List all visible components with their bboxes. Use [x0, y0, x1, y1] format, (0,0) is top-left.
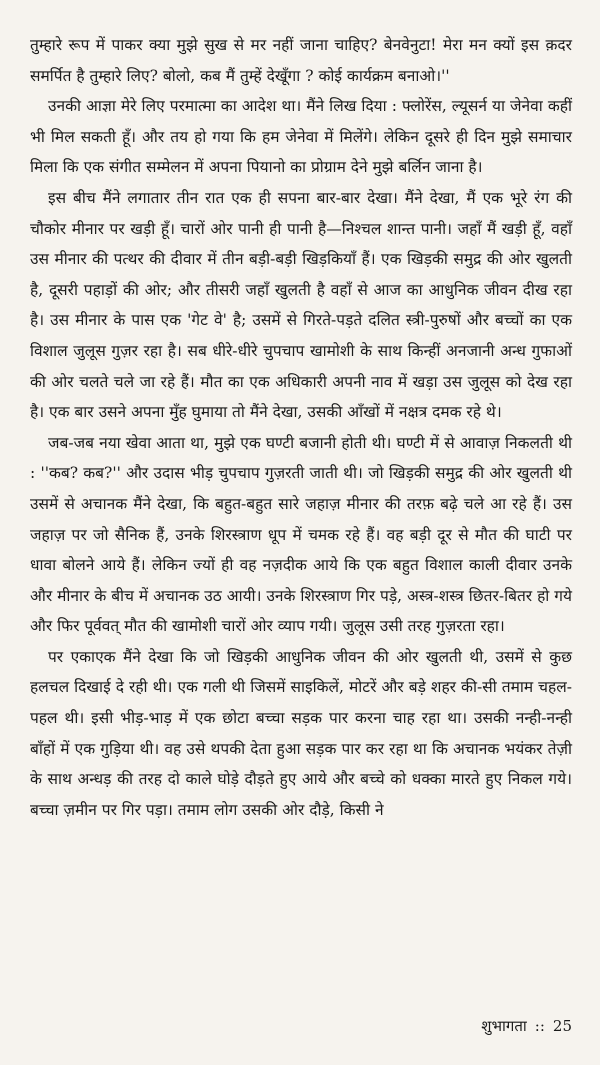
- page-body: [30, 30, 572, 825]
- page-footer: [481, 1016, 572, 1036]
- page-number: 25: [552, 1017, 572, 1035]
- paragraph: जब-जब नया खेवा आता था, मुझे एक घण्टी बजानी होती थी। घण्टी में से आवाज़ निकलती थी : ''कब? कब?'' और उदास भीड़ चुपचाप गुज़रती जाती थी। जो खिड़की समुद्र की ओर खुलती थी उसमें से अचानक मैंने देखा, कि बहुत-बहुत सारे जहाज़ मीनार की तरफ़ बढ़े चले आ रहे हैं। उस जहाज़ पर जो सैनिक हैं, उनके शिरस्त्राण धूप में चमक रहे हैं। वह बड़ी दूर से मौत की घाटी पर धावा बोलने आये हैं। लेकिन ज्यों ही वह नज़दीक आये कि एक बहुत विशाल काली दीवार उनके और मीनार के बीच में अचानक उठ आयी। उनके शिरस्त्राण गिर पड़े, अस्त्र-शस्त्र छितर-बितर हो गये और फिर पूर्ववत् मौत की खामोशी चारों ओर व्याप गयी। जुलूस उसी तरह गुज़रता रहा।: [30, 433, 572, 636]
- paragraph: उनकी आज्ञा मेरे लिए परमात्मा का आदेश था। मैंने लिख दिया : फ्लोरेंस, ल्यूसर्न या जेनेवा कहीं भी मिल सकती हूँ। और तय हो गया कि हम जेनेवा में मिलेंगे। लेकिन दूसरे ही दिन मुझे समाचार मिला कि एक संगीत सम्मेलन में अपना पियानो का प्रोग्राम देने मुझे बर्लिन जाना है।: [30, 97, 572, 177]
- paragraph: पर एकाएक मैंने देखा कि जो खिड़की आधुनिक जीवन की ओर खुलती थी, उसमें से कुछ हलचल दिखाई दे रही थी। एक गली थी जिसमें साइकिलें, मोटरें और बड़े शहर की-सी तमाम चहल-पहल थी। इसी भीड़-भाड़ में एक छोटा बच्चा सड़क पार करना चाह रहा था। उसकी नन्ही-नन्ही बाँहों में एक गुड़िया थी। वह उसे थपकी देता हुआ सड़क पार कर रहा था कि अचानक भयंकर तेज़ी के साथ अन्धड़ की तरह दो काले घोड़े दौड़ते हुए आये और बच्चे को धक्का मारते हुए निकल गये। बच्चा ज़मीन पर गिर पड़ा। तमाम लोग उसकी ओर दौड़े, किसी ने: [30, 647, 572, 819]
- paragraph: इस बीच मैंने लगातार तीन रात एक ही सपना बार-बार देखा। मैंने देखा, मैं एक भूरे रंग की चौकोर मीनार पर खड़ी हूँ। चारों ओर पानी ही पानी है—निश्चल शान्त पानी। जहाँ मैं खड़ी हूँ, वहाँ उस मीनार की पत्थर की दीवार में तीन बड़ी-बड़ी खिड़कियाँ हैं। एक खिड़की समुद्र की ओर खुलती है, दूसरी पहाड़ों की ओर; और तीसरी जहाँ खुलती है वहाँ से आज का आधुनिक जीवन दीख रहा है। उस मीनार के पास एक 'गेट वे' है; उसमें से गिरते-पड़ते दलित स्त्री-पुरुषों और बच्चों का एक विशाल जुलूस गुज़र रहा है। सब धीरे-धीरे चुपचाप खामोशी के साथ किन्हीं अनजानी अन्ध गुफाओं की ओर चलते चले जा रहे हैं। मौत का एक अधिकारी अपनी नाव में खड़ा उस जुलूस को देख रहा है। एक बार उसने अपना मुँह घुमाया तो मैंने देखा, उसकी आँखों में नक्षत्र दमक रहे थे।: [30, 188, 572, 422]
- running-title: शुभागता: [481, 1017, 527, 1035]
- paragraph-continued: तुम्हारे रूप में पाकर क्या मुझे सुख से मर नहीं जाना चाहिए? बेनवेनुटा! मेरा मन क्यों इस क़दर समर्पित है तुम्हारे लिए? बोलो, कब मैं तुम्हें देखूँगा ? कोई कार्यक्रम बनाओ।'': [30, 36, 572, 85]
- footer-separator: ::: [534, 1017, 545, 1035]
